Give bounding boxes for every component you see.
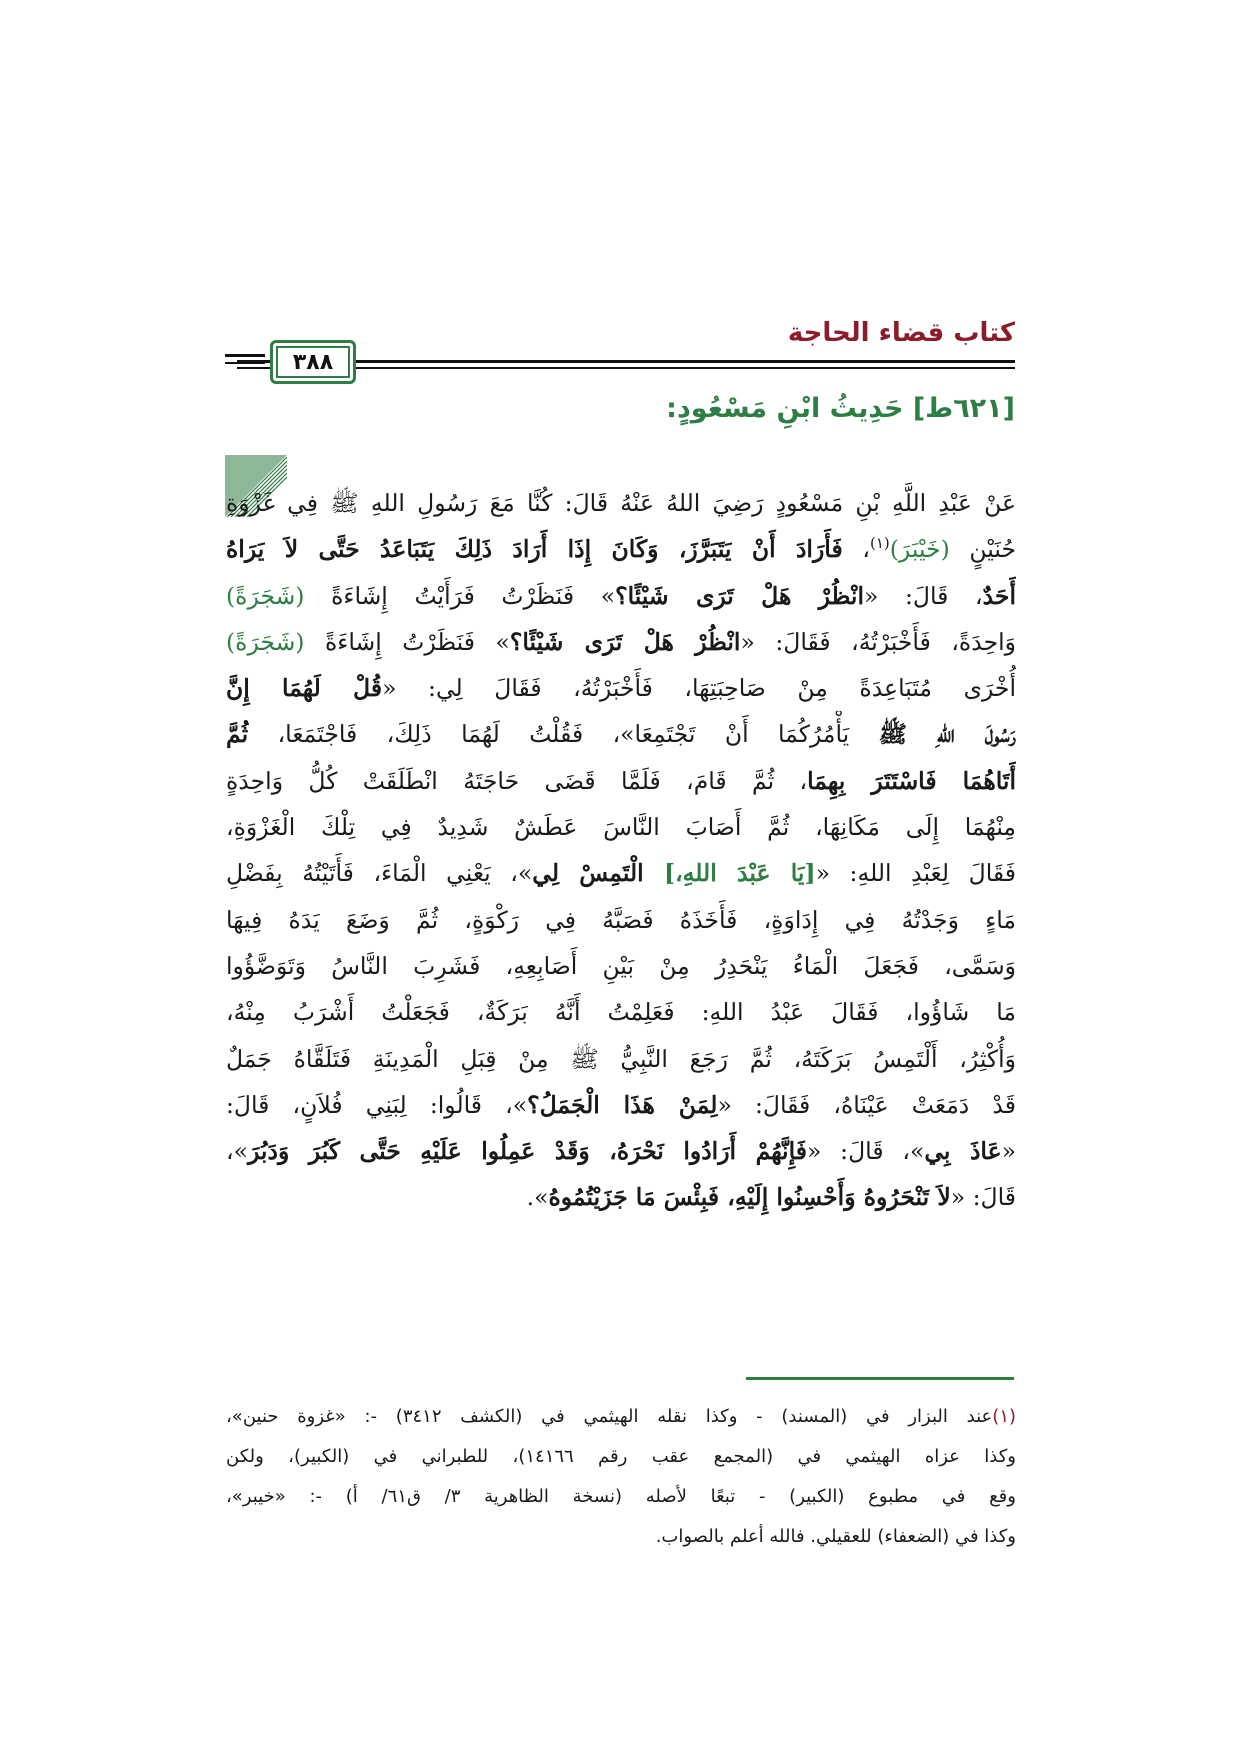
text-segment: قَالَ: « [950, 1183, 1016, 1212]
text-segment: وَسَمَّى، فَجَعَلَ الْمَاءُ يَنْحَدِرُ مِنْ بَيْنِ أَصَابِعِهِ، فَشَرِبَ النَّاسُ وَتَوَضَّؤُوا [226, 951, 1016, 980]
text-line [226, 1174, 1016, 1220]
text-line [226, 989, 1016, 1035]
text-segment: الْتَمِسْ لِي [532, 859, 664, 888]
text-segment: لاَ تَنْحَرُوهُ وَأَحْسِنُوا إِلَيْهِ، فَبِئْسَ مَا جَزَيْتُمُوهُ [548, 1183, 951, 1212]
text-segment: عَاذَ بِي [924, 1137, 1002, 1166]
header-rule-left [225, 354, 265, 357]
footnote-line [226, 1397, 1016, 1437]
text-segment: انْظُرْ هَلْ تَرَى شَيْئًا؟ [509, 627, 741, 656]
text-line [226, 897, 1016, 943]
text-segment: قَدْ دَمَعَتْ عَيْنَاهُ، فَقَالَ: « [717, 1090, 1016, 1119]
text-line [226, 758, 1016, 804]
text-segment: لِمَنْ هَذَا الْجَمَلُ؟ [527, 1090, 718, 1119]
text-segment: »، قَالَ: « [807, 1137, 925, 1166]
text-segment: ، ثُمَّ قَامَ، فَلَمَّا قَضَى حَاجَتَهُ انْطَلَقَتْ كُلُّ وَاحِدَةٍ [226, 766, 808, 795]
text-segment: « [1001, 1137, 1016, 1166]
text-line [226, 1036, 1016, 1082]
text-segment: (شَجَرَةً) [226, 581, 305, 610]
text-segment: [يَا عَبْدَ اللهِ،] [663, 859, 816, 888]
book-title: كتاب قضاء الحاجة [787, 318, 1015, 348]
text-segment: مَا شَاؤُوا، فَقَالَ عَبْدُ اللهِ: فَعَلِمْتُ أَنَّهُ بَرَكَةٌ، فَجَعَلْتُ أَشْرَبُ مِنْهُ، [226, 998, 1016, 1027]
text-segment: (شَجَرَةً) [226, 627, 305, 656]
footnote-ref: (١) [869, 534, 890, 553]
text-segment: »، [226, 1137, 248, 1166]
footnote-line [226, 1477, 1016, 1517]
text-segment: ». [526, 1183, 549, 1212]
text-line [226, 711, 1016, 757]
text-segment: رَسُولَ اللهِ ﷺ [878, 720, 1016, 749]
text-segment: »، قَالُوا: لِبَنِي فُلاَنٍ، قَالَ: [226, 1090, 528, 1119]
text-segment: » فَنَظَرْتُ إِشَاءَةً [304, 627, 510, 656]
text-segment: ، [842, 535, 870, 564]
text-segment: مِنْهُمَا إِلَى مَكَانِهَا، ثُمَّ أَصَابَ النَّاسَ عَطَشٌ شَدِيدٌ فِي تِلْكَ الْغَزْوَةِ، [226, 813, 1016, 842]
footnote [226, 1397, 1016, 1557]
text-segment: وَاحِدَةً، فَأَخْبَرْتُهُ، فَقَالَ: « [740, 627, 1016, 656]
text-segment: حُنَيْنٍ [949, 535, 1016, 564]
text-segment: عَنْ عَبْدِ اللَّهِ بْنِ مَسْعُودٍ رَضِيَ اللهُ عَنْهُ قَالَ: كُنَّا مَعَ رَسُولِ اللهِ ﷺ فِي غَزْوَةِ [226, 489, 1016, 517]
footnote-text: وقع في مطبوع (الكبير) - تبعًا لأصله (نسخة الظاهرية ٣/ ق٦١/ أ) -: «خيبر»، [226, 1486, 1016, 1507]
text-line [226, 850, 1016, 896]
section-title: [٦٢١ط] حَدِيثُ ابْنِ مَسْعُودٍ: [666, 393, 1015, 424]
text-line [226, 573, 1016, 619]
footnote-text: وكذا عزاه الهيثمي في (المجمع عقب رقم ١٤١٦٦)، للطبراني في (الكبير)، ولكن [226, 1446, 1016, 1467]
text-segment: فَقَالَ لِعَبْدِ اللهِ: « [815, 859, 1016, 888]
text-segment: أَحَدٌ [982, 581, 1016, 610]
text-segment: انْظُرْ هَلْ تَرَى شَيْئًا؟ [615, 581, 864, 610]
header-rule-left-thin [225, 362, 265, 364]
text-segment: أُخْرَى مُتَبَاعِدَةً مِنْ صَاحِبَتِهَا، فَأَخْبَرْتُهُ، فَقَالَ لِي: « [382, 674, 1016, 703]
text-segment: مَاءٍ وَجَدْتُهُ فِي إِدَاوَةٍ، فَأَخَذَهُ فَصَبَّهُ فِي رَكْوَةٍ، ثُمَّ وَضَعَ يَدَهُ فِيهَا [226, 905, 1016, 934]
footnote-separator [746, 1377, 1014, 1380]
footnote-line [226, 1517, 1016, 1557]
text-segment: » فَنَظَرْتُ فَرَأَيْتُ إِشَاءَةً [304, 581, 616, 610]
text-line [226, 1082, 1016, 1128]
text-line [226, 526, 1016, 572]
text-line [226, 665, 1016, 711]
footnote-text: عند البزار في (المسند) - وكذا نقله الهيثمي في (الكشف ٣٤١٢) -: «غزوة حنين»، [226, 1406, 993, 1427]
text-segment: (خَيْبَرَ) [889, 535, 950, 564]
page-number: ٣٨٨ [292, 349, 334, 375]
footnote-text: وكذا في (الضعفاء) للعقيلي. فالله أعلم بالصواب. [655, 1526, 1016, 1547]
text-segment: »، يَعْنِي الْمَاءَ، فَأَتَيْتُهُ بِفَضْلِ [226, 859, 533, 888]
text-segment: يَأْمُرُكُمَا أَنْ تَجْتَمِعَا»، فَقُلْتُ لَهُمَا ذَلِكَ، فَاجْتَمَعَا، [248, 720, 879, 749]
text-segment: ثُمَّ [226, 720, 249, 749]
text-line [226, 619, 1016, 665]
page-number-badge [270, 340, 356, 384]
text-segment: أَتَاهُمَا فَاسْتَتَرَ بِهِمَا [807, 766, 1016, 795]
text-line [226, 1128, 1016, 1174]
text-line [226, 804, 1016, 850]
footnote-line [226, 1437, 1016, 1477]
footnote-mark: (١) [992, 1406, 1016, 1427]
text-segment: فَأَرَادَ أَنْ يَتَبَرَّزَ، وَكَانَ إِذَا أَرَادَ ذَلِكَ يَتَبَاعَدُ حَتَّى لاَ يَرَاهُ [226, 535, 843, 564]
text-line [226, 943, 1016, 989]
text-segment: قُلْ لَهُمَا إِنَّ [226, 674, 383, 703]
text-segment: ، قَالَ: « [864, 581, 983, 610]
text-segment: فَإِنَّهُمْ أَرَادُوا نَحْرَهُ، وَقَدْ عَمِلُوا عَلَيْهِ حَتَّى كَبُرَ وَدَبُرَ [247, 1137, 807, 1166]
running-header [225, 318, 1015, 380]
hadith-text [226, 480, 1016, 1221]
text-line [226, 480, 1016, 526]
text-segment: وَأُكْثِرُ، أَلْتَمِسُ بَرَكَتَهُ، ثُمَّ رَجَعَ النَّبِيُّ ﷺ مِنْ قِبَلِ الْمَدِينَةِ فَتَلَقَّاهُ جَمَلٌ [226, 1044, 1016, 1073]
